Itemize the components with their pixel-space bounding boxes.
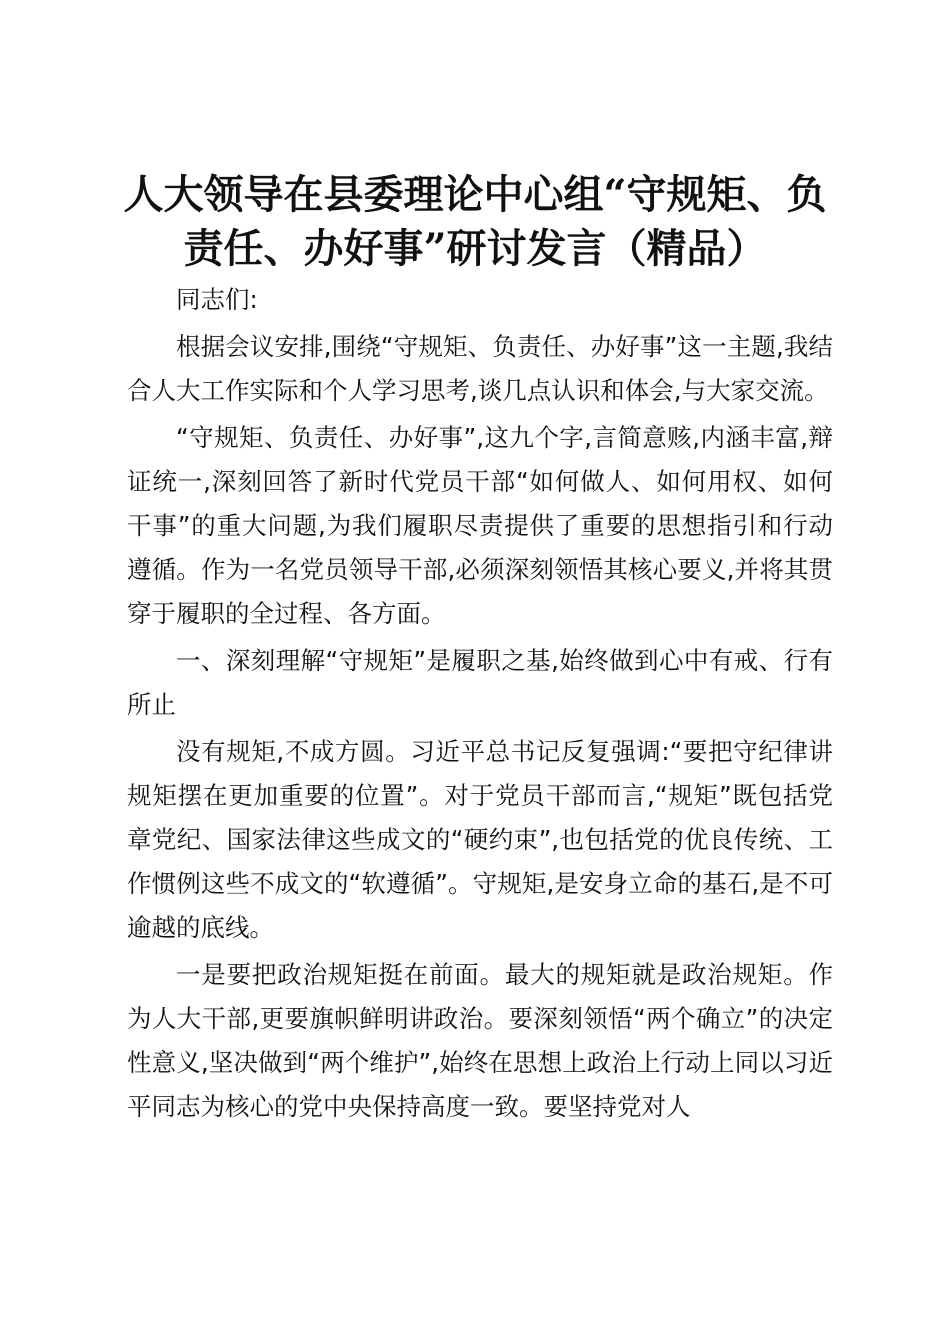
paragraph-rules: 没有规矩,不成方圆。习近平总书记反复强调:“要把守纪律讲规矩摆在更加重要的位置”。对于党员干部而言,“规矩”既包括党章党纪、国家法律这些成文的“硬约束”,也包括党的优良传统、工作惯例这些不成文的“软遵循”。守规矩,是安身立命的基石,是不可逾越的底线。 — [127, 737, 833, 942]
document-title: 人大领导在县委理论中心组“守规矩、负责任、办好事”研讨发言（精品） — [123, 171, 827, 272]
paragraph-political-rules: 一是要把政治规矩挺在前面。最大的规矩就是政治规矩。作为人大干部,更要旗帜鲜明讲政治。要深刻领悟“两个确立”的决定性意义,坚决做到“两个维护”,始终在思想上政治上行动上同以习近平同志为核心的党中央保持高度一致。要坚持党对人 — [127, 960, 833, 1121]
section-heading-1: 一、深刻理解“守规矩”是履职之基,始终做到心中有戒、行有所止 — [127, 646, 833, 719]
paragraph-nine-characters: “守规矩、负责任、办好事”,这九个字,言简意赅,内涵丰富,辩证统一,深刻回答了新时代党员干部“如何做人、如何用权、如何干事”的重大问题,为我们履职尽责提供了重要的思想指引和行动遵循。作为一名党员领导干部,必须深刻领悟其核心要义,并将其贯穿于履职的全过程、各方面。 — [127, 423, 833, 628]
paragraph-intro: 根据会议安排,围绕“守规矩、负责任、办好事”这一主题,我结合人大工作实际和个人学习思考,谈几点认识和体会,与大家交流。 — [127, 332, 833, 405]
document-body — [127, 278, 833, 1132]
salutation: 同志们: — [176, 285, 258, 314]
